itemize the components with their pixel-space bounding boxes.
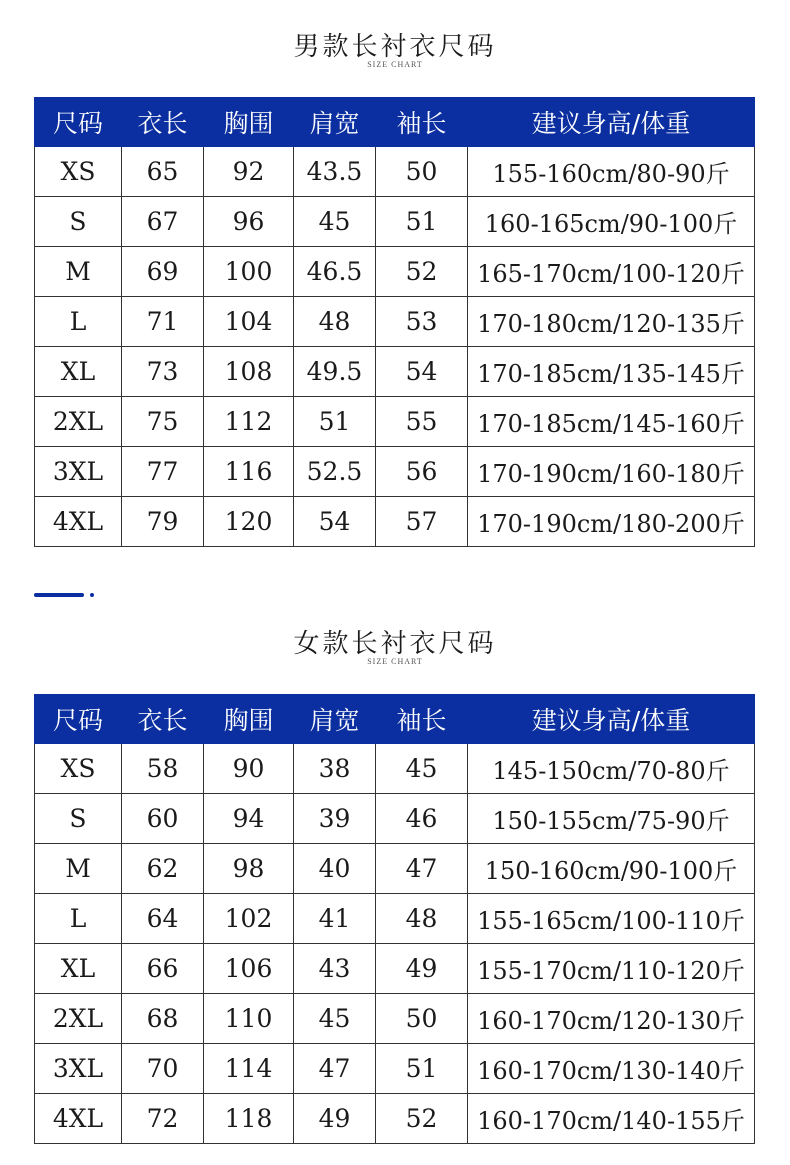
sleeve-cell: 50	[376, 147, 468, 197]
shoulder-cell: 40	[294, 844, 376, 894]
shoulder-cell: 43.5	[294, 147, 376, 197]
table-row	[35, 994, 755, 1044]
length-cell: 60	[122, 794, 204, 844]
shoulder-cell: 46.5	[294, 247, 376, 297]
size-cell: S	[35, 197, 122, 247]
table-row	[35, 147, 755, 197]
chest-cell: 102	[204, 894, 294, 944]
recommendation-cell: 170-190cm/160-180斤	[468, 447, 755, 497]
header-chest: 胸围	[204, 98, 294, 147]
table-row	[35, 744, 755, 794]
chest-cell: 100	[204, 247, 294, 297]
sleeve-cell: 45	[376, 744, 468, 794]
shoulder-cell: 48	[294, 297, 376, 347]
sleeve-cell: 46	[376, 794, 468, 844]
table-row	[35, 297, 755, 347]
length-cell: 70	[122, 1044, 204, 1094]
length-cell: 67	[122, 197, 204, 247]
recommendation-cell: 160-170cm/140-155斤	[468, 1094, 755, 1144]
table-row	[35, 894, 755, 944]
recommendation-cell: 150-160cm/90-100斤	[468, 844, 755, 894]
men-size-table	[34, 97, 755, 547]
size-cell: XS	[35, 744, 122, 794]
recommendation-cell: 170-180cm/120-135斤	[468, 297, 755, 347]
size-cell: 2XL	[35, 994, 122, 1044]
section-divider	[34, 593, 84, 597]
table-row	[35, 397, 755, 447]
header-shoulder: 肩宽	[294, 695, 376, 744]
sleeve-cell: 52	[376, 247, 468, 297]
sleeve-cell: 49	[376, 944, 468, 994]
table-row	[35, 197, 755, 247]
size-cell: 3XL	[35, 447, 122, 497]
header-shoulder: 肩宽	[294, 98, 376, 147]
header-size: 尺码	[35, 695, 122, 744]
header-length: 衣长	[122, 98, 204, 147]
recommendation-cell: 150-155cm/75-90斤	[468, 794, 755, 844]
women-size-table	[34, 694, 755, 1144]
table-header-row	[35, 695, 755, 744]
table-row	[35, 1044, 755, 1094]
shoulder-cell: 45	[294, 994, 376, 1044]
length-cell: 75	[122, 397, 204, 447]
shoulder-cell: 45	[294, 197, 376, 247]
table-row	[35, 794, 755, 844]
sleeve-cell: 56	[376, 447, 468, 497]
chest-cell: 118	[204, 1094, 294, 1144]
size-cell: 2XL	[35, 397, 122, 447]
shoulder-cell: 47	[294, 1044, 376, 1094]
recommendation-cell: 170-185cm/135-145斤	[468, 347, 755, 397]
women-chart-title: 女款长衬衣尺码	[293, 629, 497, 659]
recommendation-cell: 160-165cm/90-100斤	[468, 197, 755, 247]
sleeve-cell: 54	[376, 347, 468, 397]
sleeve-cell: 51	[376, 1044, 468, 1094]
sleeve-cell: 53	[376, 297, 468, 347]
men-chart-title: 男款长衬衣尺码	[293, 32, 497, 62]
sleeve-cell: 51	[376, 197, 468, 247]
shoulder-cell: 49	[294, 1094, 376, 1144]
shoulder-cell: 54	[294, 497, 376, 547]
sleeve-cell: 47	[376, 844, 468, 894]
women-chart-subtitle: SIZE CHART	[367, 657, 423, 666]
chest-cell: 112	[204, 397, 294, 447]
length-cell: 64	[122, 894, 204, 944]
length-cell: 68	[122, 994, 204, 1044]
table-row	[35, 1094, 755, 1144]
recommendation-cell: 160-170cm/130-140斤	[468, 1044, 755, 1094]
chest-cell: 90	[204, 744, 294, 794]
sleeve-cell: 57	[376, 497, 468, 547]
size-cell: XL	[35, 944, 122, 994]
shoulder-cell: 38	[294, 744, 376, 794]
header-sleeve: 袖长	[376, 695, 468, 744]
shoulder-cell: 39	[294, 794, 376, 844]
size-cell: 4XL	[35, 497, 122, 547]
size-cell: L	[35, 894, 122, 944]
header-chest: 胸围	[204, 695, 294, 744]
chest-cell: 92	[204, 147, 294, 197]
length-cell: 72	[122, 1094, 204, 1144]
size-cell: M	[35, 844, 122, 894]
table-row	[35, 944, 755, 994]
header-size: 尺码	[35, 98, 122, 147]
length-cell: 79	[122, 497, 204, 547]
table-row	[35, 347, 755, 397]
length-cell: 65	[122, 147, 204, 197]
chest-cell: 116	[204, 447, 294, 497]
shoulder-cell: 43	[294, 944, 376, 994]
men-chart-subtitle: SIZE CHART	[367, 60, 423, 69]
size-cell: 4XL	[35, 1094, 122, 1144]
recommendation-cell: 145-150cm/70-80斤	[468, 744, 755, 794]
recommendation-cell: 170-185cm/145-160斤	[468, 397, 755, 447]
length-cell: 69	[122, 247, 204, 297]
recommendation-cell: 155-165cm/100-110斤	[468, 894, 755, 944]
table-row	[35, 497, 755, 547]
chest-cell: 106	[204, 944, 294, 994]
header-recommendation: 建议身高/体重	[468, 98, 755, 147]
length-cell: 58	[122, 744, 204, 794]
length-cell: 62	[122, 844, 204, 894]
size-cell: S	[35, 794, 122, 844]
shoulder-cell: 51	[294, 397, 376, 447]
chest-cell: 98	[204, 844, 294, 894]
length-cell: 71	[122, 297, 204, 347]
shoulder-cell: 49.5	[294, 347, 376, 397]
sleeve-cell: 52	[376, 1094, 468, 1144]
shoulder-cell: 41	[294, 894, 376, 944]
length-cell: 66	[122, 944, 204, 994]
length-cell: 77	[122, 447, 204, 497]
recommendation-cell: 170-190cm/180-200斤	[468, 497, 755, 547]
recommendation-cell: 165-170cm/100-120斤	[468, 247, 755, 297]
table-row	[35, 844, 755, 894]
size-cell: L	[35, 297, 122, 347]
length-cell: 73	[122, 347, 204, 397]
chest-cell: 96	[204, 197, 294, 247]
chest-cell: 120	[204, 497, 294, 547]
size-cell: XS	[35, 147, 122, 197]
chest-cell: 108	[204, 347, 294, 397]
chest-cell: 110	[204, 994, 294, 1044]
recommendation-cell: 155-170cm/110-120斤	[468, 944, 755, 994]
chest-cell: 114	[204, 1044, 294, 1094]
recommendation-cell: 155-160cm/80-90斤	[468, 147, 755, 197]
table-row	[35, 447, 755, 497]
size-cell: M	[35, 247, 122, 297]
header-recommendation: 建议身高/体重	[468, 695, 755, 744]
section-divider-dot	[90, 593, 94, 597]
table-header-row	[35, 98, 755, 147]
recommendation-cell: 160-170cm/120-130斤	[468, 994, 755, 1044]
size-cell: 3XL	[35, 1044, 122, 1094]
sleeve-cell: 48	[376, 894, 468, 944]
header-sleeve: 袖长	[376, 98, 468, 147]
table-row	[35, 247, 755, 297]
sleeve-cell: 50	[376, 994, 468, 1044]
chest-cell: 94	[204, 794, 294, 844]
shoulder-cell: 52.5	[294, 447, 376, 497]
chest-cell: 104	[204, 297, 294, 347]
header-length: 衣长	[122, 695, 204, 744]
sleeve-cell: 55	[376, 397, 468, 447]
size-cell: XL	[35, 347, 122, 397]
